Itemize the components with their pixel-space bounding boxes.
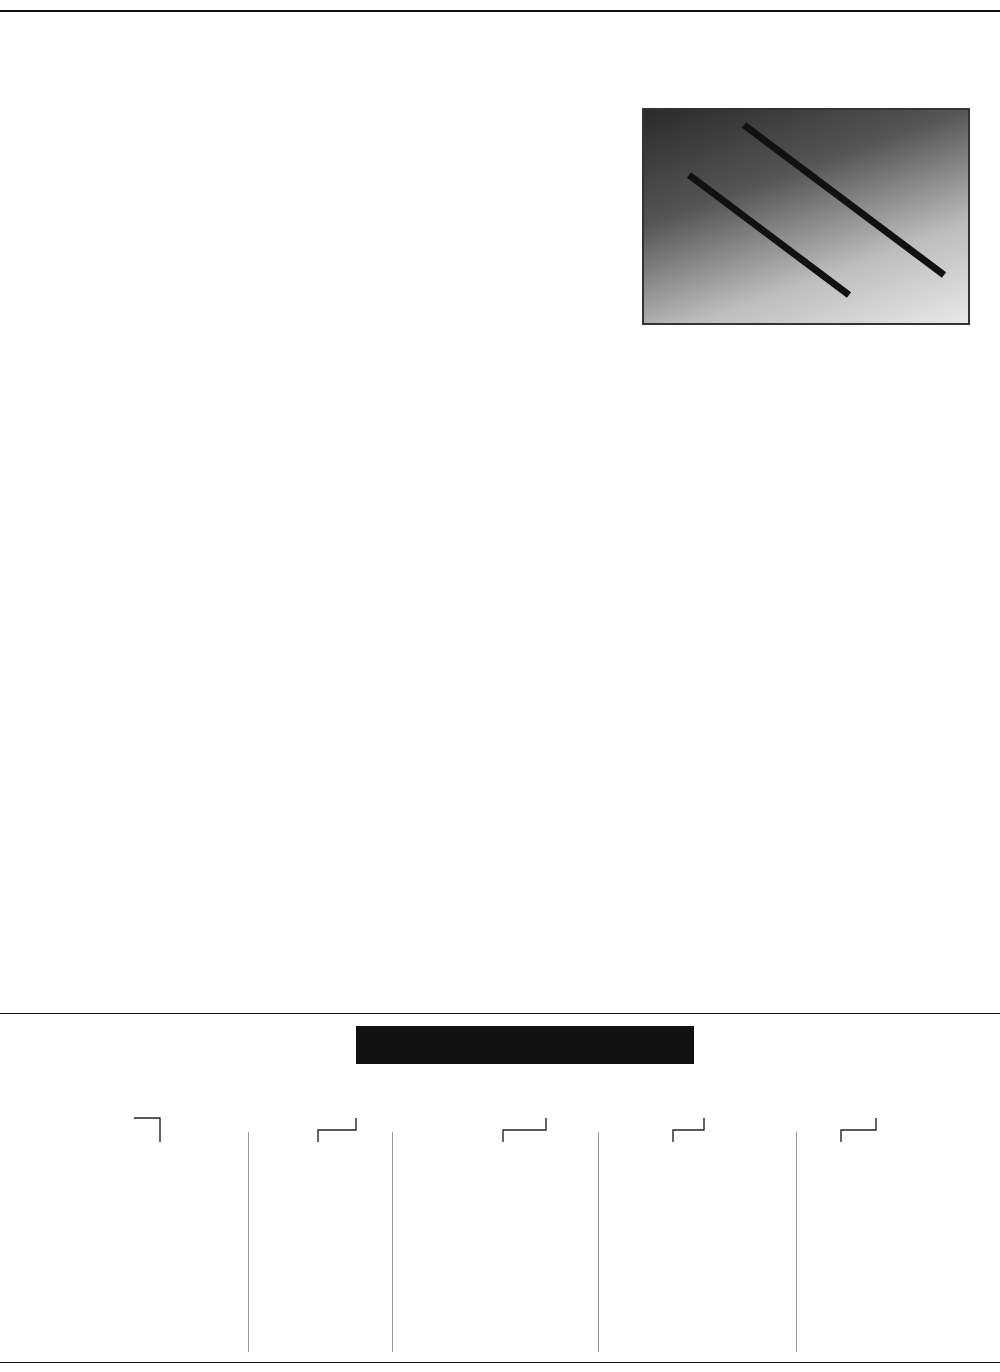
column-divider [598, 1132, 599, 1352]
bottom-rule [0, 1362, 1000, 1363]
spec-row [54, 278, 244, 296]
section-rule [0, 1013, 1000, 1014]
spec-row [54, 255, 244, 273]
spec-row [54, 231, 244, 249]
column-divider [796, 1132, 797, 1352]
technical-drawing [0, 330, 1000, 970]
leader-line [673, 1118, 704, 1142]
spec-row [54, 185, 244, 203]
top-rule [0, 10, 1000, 12]
ordering-banner [356, 1026, 694, 1064]
leader-line [318, 1118, 356, 1142]
leader-line [841, 1118, 876, 1142]
column-divider [248, 1132, 249, 1352]
part-number-leaders [0, 1110, 1000, 1150]
spec-row [54, 301, 244, 319]
product-photo-art [644, 110, 968, 323]
spec-row [54, 114, 244, 132]
spec-row [54, 208, 244, 226]
product-photo [642, 108, 970, 325]
leader-line [134, 1118, 160, 1142]
spec-row [54, 138, 244, 156]
column-divider [392, 1132, 393, 1352]
leader-line [503, 1118, 546, 1142]
spec-row [54, 162, 244, 180]
